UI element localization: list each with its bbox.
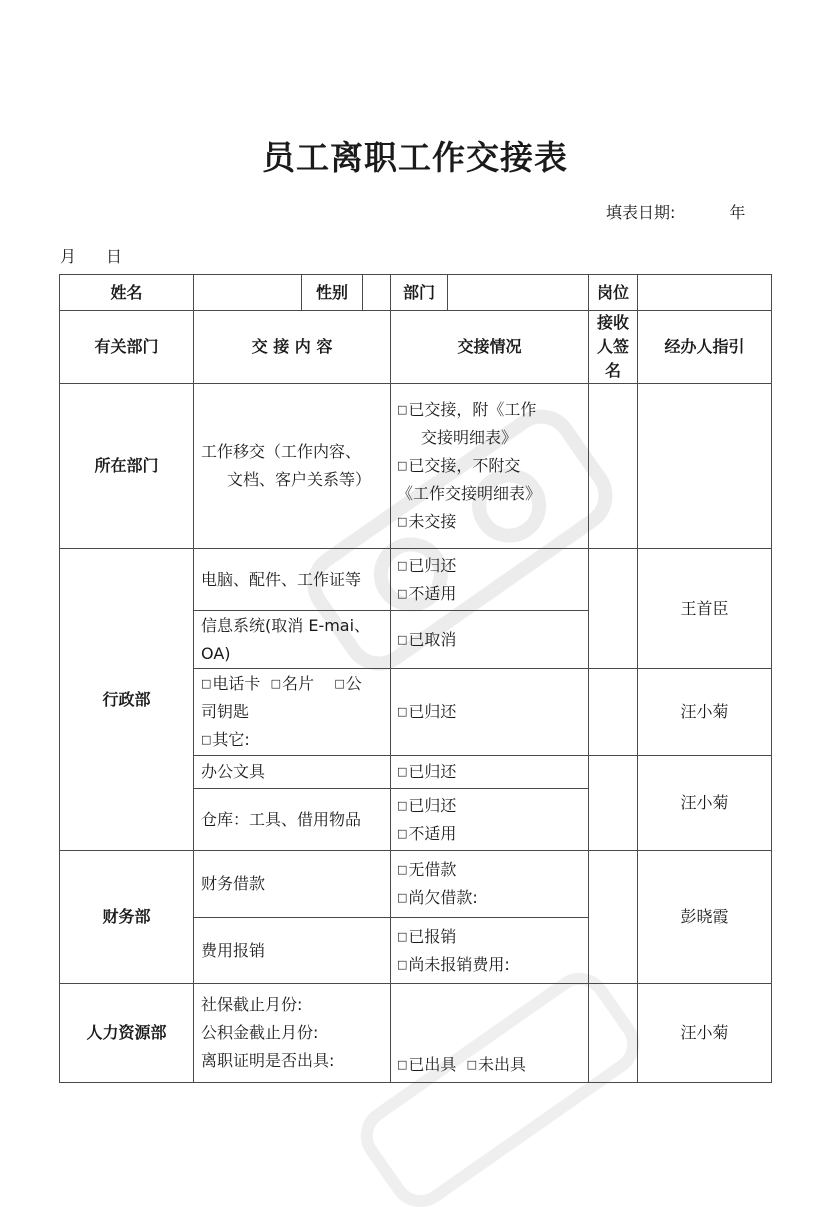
- finance-row-loan: [60, 851, 772, 918]
- admin-system-content: 信息系统(取消 E-mai、 OA): [194, 611, 391, 669]
- option-not-applicable[interactable]: □不适用: [397, 583, 457, 603]
- admin-stationery-content: 办公文具: [194, 756, 391, 789]
- admin-phonecard-status: [391, 669, 589, 756]
- name-value[interactable]: [194, 275, 302, 311]
- own-dept-receiver[interactable]: [589, 384, 638, 549]
- name-label: 姓名: [60, 275, 194, 311]
- hr-row: [60, 984, 772, 1083]
- finance-expense-status: [391, 918, 589, 984]
- admin-computer-content: 电脑、配件、工作证等: [194, 549, 391, 611]
- admin-warehouse-status: [391, 789, 589, 851]
- option-company-key[interactable]: □公: [334, 674, 362, 693]
- gender-value[interactable]: [363, 275, 391, 311]
- admin-warehouse-content: 仓库：工具、借用物品: [194, 789, 391, 851]
- option-handed-with-detail[interactable]: □已交接，附《工作: [397, 400, 537, 419]
- hr-receiver[interactable]: [589, 984, 638, 1083]
- hr-dept-name: 人力资源部: [60, 984, 194, 1083]
- option-not-applicable[interactable]: □不适用: [397, 823, 457, 843]
- finance-expense-content: 费用报销: [194, 918, 391, 984]
- finance-loan-status: [391, 851, 589, 918]
- own-dept-content: 工作移交（工作内容、 文档、客户关系等）: [194, 384, 391, 549]
- option-issued[interactable]: □已出具: [397, 1055, 457, 1074]
- admin-guide-3: 汪小菊: [638, 756, 772, 851]
- month-day: [60, 244, 122, 267]
- col-guide: 经办人指引: [638, 311, 772, 384]
- admin-system-status: [391, 611, 589, 669]
- own-dept-name: 所在部门: [60, 384, 194, 549]
- admin-stationery-status: [391, 756, 589, 789]
- admin-receiver-3[interactable]: [589, 756, 638, 851]
- option-returned[interactable]: □已归还: [397, 702, 457, 721]
- fill-date-label: 填表日期:: [606, 203, 676, 222]
- option-unreimbursed[interactable]: □尚未报销费用:: [397, 954, 510, 974]
- col-content: 交 接 内 容: [194, 311, 391, 384]
- page-title: 员工离职工作交接表: [262, 138, 568, 177]
- option-reimbursed[interactable]: □已报销: [397, 926, 457, 946]
- fill-date: [606, 200, 745, 223]
- option-returned[interactable]: □已归还: [397, 555, 457, 575]
- finance-dept-name: 财务部: [60, 851, 194, 984]
- month-label: 月: [60, 247, 77, 266]
- dept-value[interactable]: [448, 275, 589, 311]
- admin-row-computer: [60, 549, 772, 611]
- own-dept-guide: [638, 384, 772, 549]
- finance-receiver[interactable]: [589, 851, 638, 984]
- gender-label: 性别: [302, 275, 363, 311]
- year-label: 年: [729, 203, 746, 222]
- option-loan-owed[interactable]: □尚欠借款:: [397, 888, 478, 907]
- hr-status: [391, 984, 589, 1083]
- section-own-dept: [60, 384, 772, 549]
- option-returned[interactable]: □已归还: [397, 795, 457, 815]
- day-label: 日: [106, 247, 123, 266]
- option-business-card[interactable]: □名片: [270, 674, 315, 693]
- option-phone-card[interactable]: □电话卡: [201, 674, 261, 693]
- position-label: 岗位: [589, 275, 638, 311]
- hr-content: 社保截止月份: 公积金截止月份: 离职证明是否出具:: [194, 984, 391, 1083]
- col-related-dept: 有关部门: [60, 311, 194, 384]
- admin-phonecard-content: □电话卡 □名片 □公 司钥匙 □其它:: [194, 669, 391, 756]
- finance-guide: 彭晓霞: [638, 851, 772, 984]
- admin-receiver-1[interactable]: [589, 549, 638, 669]
- col-status: 交接情况: [391, 311, 589, 384]
- admin-receiver-2[interactable]: [589, 669, 638, 756]
- admin-guide-1: 王首臣: [638, 549, 772, 669]
- own-dept-status: □已交接，附《工作 交接明细表》 □已交接，不附交 《工作交接明细表》 □未交接: [391, 384, 589, 549]
- option-cancelled[interactable]: □已取消: [397, 629, 457, 649]
- column-header-row: [60, 311, 772, 384]
- option-handed-without-detail[interactable]: □已交接，不附交: [397, 456, 521, 475]
- option-not-handed[interactable]: □未交接: [397, 512, 457, 531]
- option-not-issued[interactable]: □未出具: [466, 1055, 527, 1074]
- admin-dept-name: 行政部: [60, 549, 194, 851]
- finance-loan-content: 财务借款: [194, 851, 391, 918]
- option-other[interactable]: □其它:: [201, 730, 250, 749]
- admin-guide-2: 汪小菊: [638, 669, 772, 756]
- header-row: [60, 275, 772, 311]
- hr-guide: 汪小菊: [638, 984, 772, 1083]
- col-receiver: 接收人签名: [589, 311, 638, 384]
- position-value[interactable]: [638, 275, 772, 311]
- dept-label: 部门: [391, 275, 448, 311]
- handover-table: [59, 274, 772, 1083]
- option-returned[interactable]: □已归还: [397, 762, 457, 781]
- option-no-loan[interactable]: □无借款: [397, 860, 457, 879]
- admin-computer-status: [391, 549, 589, 611]
